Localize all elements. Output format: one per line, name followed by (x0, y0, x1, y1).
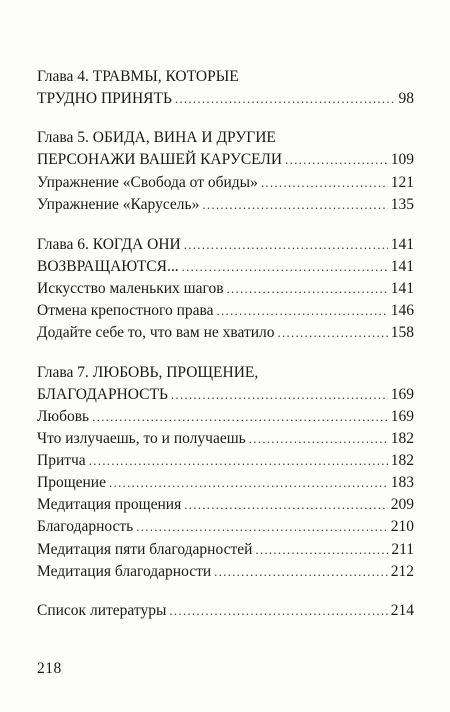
dot-leader (217, 300, 388, 322)
toc-entry-page: 135 (390, 196, 414, 213)
toc-entry-label: Упражнение «Свобода от обиды» (37, 174, 258, 191)
toc-entry-page: 141 (390, 258, 414, 275)
toc-entry-page: 211 (391, 541, 414, 558)
dot-leader (182, 256, 388, 278)
toc-entry-label: Медитация прощения (37, 496, 182, 513)
toc-entry-page: 209 (390, 496, 414, 513)
toc-entry-page: 109 (390, 151, 414, 168)
toc-entry-label: ВОЗВРАЩАЮТСЯ... (37, 258, 179, 275)
dot-leader (109, 472, 388, 494)
toc-entry-label: Глава 4. ТРАВМЫ, КОТОРЫЕ (37, 68, 239, 85)
toc-entry-label: Медитация благодарности (37, 563, 212, 580)
toc-entry (37, 300, 414, 322)
toc-entry (37, 539, 414, 561)
toc-entry-label: Искусство маленьких шагов (37, 280, 224, 297)
dot-leader (184, 494, 388, 516)
toc-entry-page: 121 (390, 174, 414, 191)
toc-entry-page: 146 (390, 302, 414, 319)
toc-entry (37, 149, 414, 171)
toc-entry-page: 183 (390, 474, 414, 491)
toc-entry (37, 406, 414, 428)
page-number: 218 (37, 660, 62, 677)
toc-entry (37, 494, 414, 516)
toc-entry-page: 98 (398, 90, 414, 107)
toc-entry-page: 141 (390, 280, 414, 297)
toc-heading-line (37, 362, 414, 384)
toc-entry (37, 600, 414, 622)
toc-entry-label: Медитация пяти благодарностей (37, 541, 253, 558)
toc-entry-page: 182 (390, 452, 414, 469)
dot-leader (255, 539, 388, 561)
toc-entry (37, 88, 414, 110)
toc-entry-page: 214 (390, 602, 414, 619)
dot-leader (175, 88, 396, 110)
toc-entry (37, 561, 414, 583)
dot-leader (92, 406, 388, 428)
dot-leader (285, 149, 388, 171)
toc-entry (37, 256, 414, 278)
toc-entry-label: Додайте себе то, что вам не хватило (37, 324, 275, 341)
toc-heading-line (37, 66, 414, 88)
toc-entry (37, 194, 414, 216)
toc-entry (37, 472, 414, 494)
dot-leader (261, 172, 388, 194)
toc-entry-label: Прощение (37, 474, 106, 491)
dot-leader (227, 278, 388, 300)
toc-entry-label: Отмена крепостного права (37, 302, 214, 319)
toc-entry-label: Благодарность (37, 518, 134, 535)
toc-entry (37, 516, 414, 538)
toc-entry-label: Список литературы (37, 602, 167, 619)
toc-entry (37, 384, 414, 406)
toc-entry-page: 158 (390, 324, 414, 341)
toc-entry-label: Любовь (37, 408, 90, 425)
dot-leader (278, 322, 388, 344)
toc-entry-page: 169 (390, 386, 414, 403)
dot-leader (171, 384, 388, 406)
toc-entry (37, 450, 414, 472)
toc-entry-page: 210 (390, 518, 414, 535)
toc-entry-page: 182 (390, 430, 414, 447)
toc-entry (37, 172, 414, 194)
toc-entry-label: ТРУДНО ПРИНЯТЬ (37, 90, 172, 107)
dot-leader (184, 234, 388, 256)
toc-entry-label: Упражнение «Карусель» (37, 196, 200, 213)
toc-entry (37, 428, 414, 450)
toc-entry-label: Глава 6. КОГДА ОНИ (37, 236, 181, 253)
toc-entry-label: Глава 7. ЛЮБОВЬ, ПРОЩЕНИЕ, (37, 364, 259, 381)
toc-entry-label: БЛАГОДАРНОСТЬ (37, 386, 168, 403)
dot-leader (249, 428, 388, 450)
dot-leader (169, 600, 387, 622)
toc-entry-page: 141 (390, 236, 414, 253)
dot-leader (202, 194, 387, 216)
toc-entry-label: Что излучаешь, то и получаешь (37, 430, 246, 447)
toc-heading-line (37, 127, 414, 149)
toc-entry-label: Притча (37, 452, 86, 469)
toc-entry-label: ПЕРСОНАЖИ ВАШЕЙ КАРУСЕЛИ (37, 151, 283, 168)
dot-leader (136, 516, 387, 538)
toc-entry (37, 322, 414, 344)
toc-entry-label: Глава 5. ОБИДА, ВИНА И ДРУГИЕ (37, 129, 276, 146)
toc-entry-page: 212 (390, 563, 414, 580)
toc-entry (37, 278, 414, 300)
dot-leader (89, 450, 388, 472)
toc-entry-page: 169 (390, 408, 414, 425)
dot-leader (214, 561, 388, 583)
toc-entry (37, 234, 414, 256)
